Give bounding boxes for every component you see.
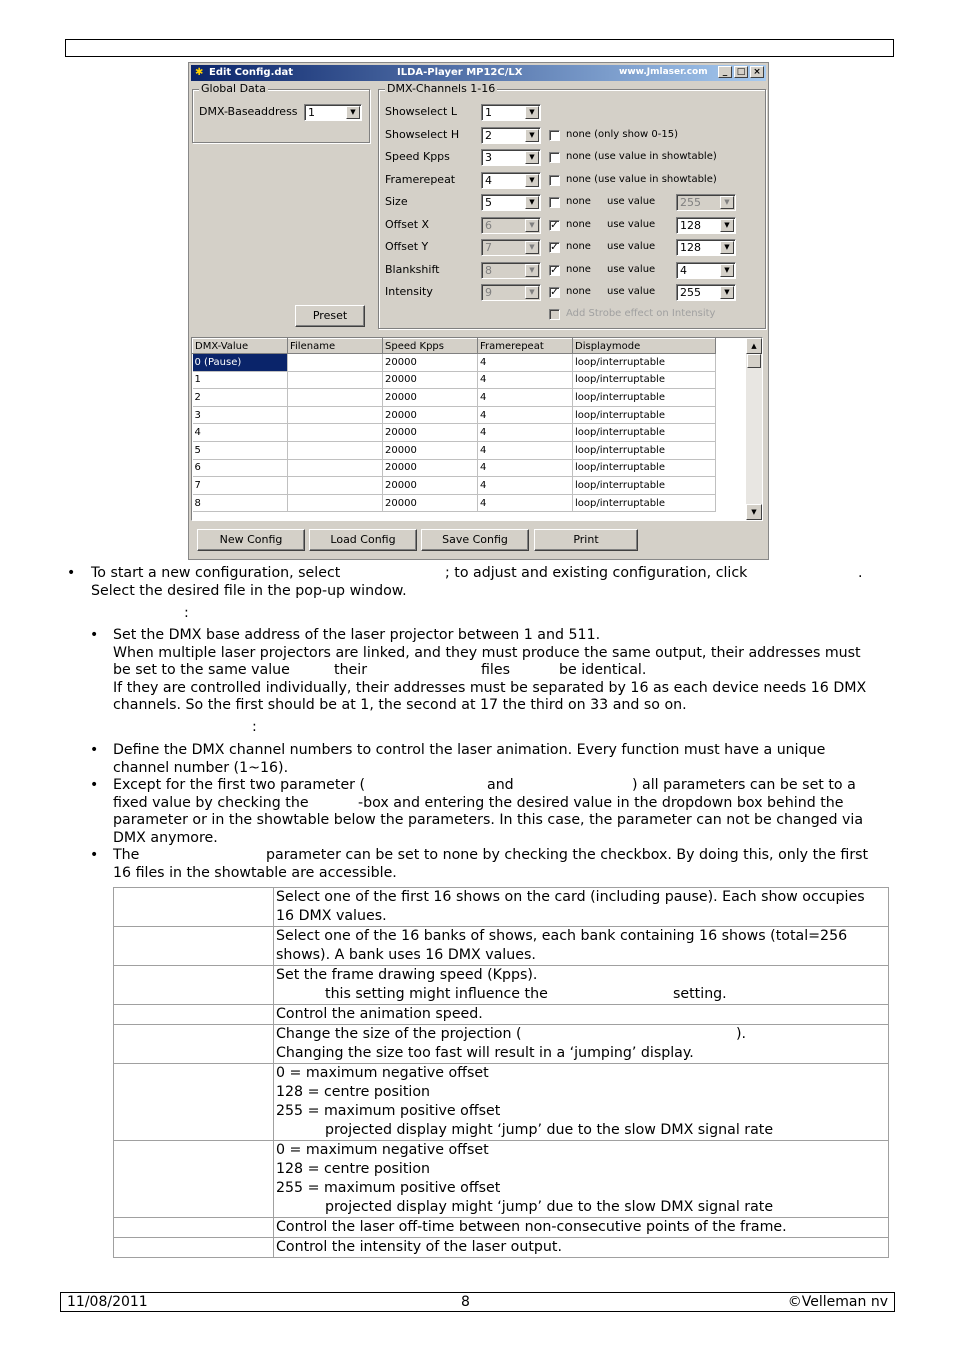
text-b1b: ; to adjust and existing configuration, click: [445, 565, 748, 581]
cell-line: ).: [736, 1026, 747, 1042]
channel-label: Offset Y: [385, 240, 429, 253]
chevron-down-icon: ▼: [720, 196, 734, 209]
grid-cell[interactable]: [288, 424, 383, 442]
load-config-button[interactable]: Load Config: [309, 529, 417, 551]
channel-value: 4: [485, 173, 492, 187]
table-row: [114, 1238, 889, 1258]
grid-cell[interactable]: loop/interruptable: [573, 441, 716, 459]
table-row: [114, 1064, 889, 1141]
grid-cell[interactable]: 4: [478, 459, 573, 477]
table-row: [114, 1025, 889, 1064]
none-label: none (use value in showtable): [566, 173, 717, 185]
app-url: www.Jmlaser.com: [619, 67, 708, 77]
chevron-down-icon: ▼: [525, 129, 539, 142]
cell-line: shows). A bank uses 16 DMX values.: [276, 947, 536, 963]
fixed-value: 128: [680, 218, 701, 232]
new-config-button[interactable]: New Config: [197, 529, 305, 551]
use-value-label: use value: [607, 241, 656, 252]
grid-cell[interactable]: [288, 371, 383, 389]
chevron-down-icon: ▼: [720, 286, 734, 299]
none-label: none: [566, 286, 591, 297]
table-row[interactable]: [193, 494, 716, 512]
table-row: [114, 966, 889, 1005]
channel-label: Framerepeat: [385, 172, 456, 186]
fixed-value: 128: [680, 241, 701, 254]
cell-line: Set the frame drawing speed (Kpps).: [276, 967, 538, 983]
fixed-value-combo[interactable]: [676, 284, 736, 301]
channel-combo[interactable]: [481, 239, 541, 256]
text-b1c: .: [858, 565, 863, 581]
cell-line: 255 = maximum positive offset: [276, 1180, 501, 1196]
table-row: [114, 888, 889, 927]
grid-cell[interactable]: 20000: [383, 459, 478, 477]
column-header[interactable]: Framerepeat: [478, 339, 573, 354]
text-s1l1: Set the DMX base address of the laser projector between 1 and 511.: [113, 627, 601, 643]
grid-cell[interactable]: 4: [478, 389, 573, 407]
channel-combo[interactable]: [481, 127, 541, 144]
grid-cell[interactable]: 1: [193, 371, 288, 389]
minimize-button[interactable]: _: [718, 66, 732, 78]
cell-line: 0 = maximum negative offset: [276, 1142, 489, 1158]
grid-cell[interactable]: 20000: [383, 389, 478, 407]
grid-cell[interactable]: [288, 406, 383, 424]
cell-line: projected display might ‘jump’ due to the slow DMX signal rate: [325, 1122, 774, 1138]
none-label: none: [566, 196, 591, 207]
text-s1l2: When multiple laser projectors are linked, and they must produce the same output, their addresses must: [113, 645, 861, 661]
grid-cell[interactable]: 4: [478, 371, 573, 389]
table-row: [114, 1141, 889, 1218]
chevron-down-icon: ▼: [525, 151, 539, 164]
cell-line: 128 = centre position: [276, 1161, 431, 1177]
fixed-value-combo[interactable]: [676, 217, 736, 234]
preset-button[interactable]: Preset: [295, 305, 365, 327]
column-header[interactable]: Displaymode: [573, 339, 716, 354]
fixed-value: 4: [680, 263, 687, 277]
vertical-scrollbar[interactable]: [746, 338, 762, 520]
grid-cell[interactable]: [288, 354, 383, 372]
text-s1l5: channels. So the first should be at 1, the second at 17 the third on 33 and so on.: [113, 697, 687, 713]
scroll-thumb[interactable]: [747, 354, 761, 368]
chevron-down-icon: ▼: [720, 241, 734, 254]
text-s4l1b: parameter can be set to none by checking the checkbox. By doing this, only the first: [266, 847, 869, 863]
colon-1: :: [184, 605, 189, 621]
grid-cell[interactable]: loop/interruptable: [573, 371, 716, 389]
table-row: [114, 1005, 889, 1025]
none-checkbox[interactable]: ✓: [550, 287, 559, 298]
fixed-value: 255: [680, 196, 701, 209]
chevron-down-icon: ▼: [720, 264, 734, 277]
bullet: •: [90, 627, 99, 643]
grid-cell[interactable]: 6: [193, 459, 288, 477]
table-row[interactable]: [193, 406, 716, 424]
text-b1a: To start a new configuration, select: [91, 565, 341, 581]
grid-cell[interactable]: 20000: [383, 424, 478, 442]
print-button[interactable]: Print: [534, 529, 638, 551]
dmx-channels-group: [378, 82, 766, 329]
channel-combo[interactable]: [481, 149, 541, 166]
text-s4l1a: The: [113, 847, 140, 863]
cell-line: Changing the size too fast will result in a ‘jumping’ display.: [276, 1045, 694, 1061]
text-s1l3b: their: [334, 662, 368, 678]
none-checkbox[interactable]: [549, 130, 560, 141]
scroll-up-icon[interactable]: ▲: [746, 338, 762, 354]
none-label: none: [566, 241, 591, 252]
app-title: ILDA-Player MP12C/LX: [397, 67, 523, 78]
dmx-baseaddress-value: 1: [308, 106, 315, 119]
cell-line: 16 DMX values.: [276, 908, 387, 924]
scroll-down-icon[interactable]: ▼: [746, 504, 762, 520]
channel-combo[interactable]: [481, 262, 541, 279]
grid-cell[interactable]: 0 (Pause): [193, 354, 288, 372]
table-row[interactable]: [193, 354, 716, 372]
grid-cell[interactable]: loop/interruptable: [573, 424, 716, 442]
channel-value: 6: [485, 218, 492, 232]
grid-cell[interactable]: loop/interruptable: [573, 459, 716, 477]
text-s2l2: channel number (1~16).: [113, 760, 289, 776]
none-label: none (only show 0-15): [566, 128, 678, 140]
grid-cell[interactable]: 20000: [383, 441, 478, 459]
none-checkbox[interactable]: ✓: [550, 219, 559, 231]
text-s2l1: Define the DMX channel numbers to control the laser animation. Every function must have a unique: [113, 742, 826, 758]
chevron-down-icon: ▼: [525, 106, 539, 119]
text-s4l2: 16 files in the showtable are accessible.: [113, 865, 397, 881]
grid-cell[interactable]: [288, 494, 383, 512]
cell-line: Select one of the 16 banks of shows, each bank containing 16 shows (total=256: [276, 928, 848, 944]
channel-label: Blankshift: [385, 262, 440, 276]
grid-cell[interactable]: 4: [478, 441, 573, 459]
title-bar: [191, 65, 766, 81]
chevron-down-icon: ▼: [525, 219, 539, 232]
edit-config-window: [188, 62, 769, 560]
table-row: [114, 927, 889, 966]
footer-page: 8: [461, 1294, 470, 1310]
table-row[interactable]: [193, 459, 716, 477]
use-value-label: use value: [607, 218, 656, 230]
none-label: none (use value in showtable): [566, 151, 717, 162]
grid-cell[interactable]: 20000: [383, 406, 478, 424]
cell-line: 0 = maximum negative offset: [276, 1065, 489, 1081]
table-row: [114, 1218, 889, 1238]
grid-cell[interactable]: 4: [478, 424, 573, 442]
grid-cell[interactable]: [288, 441, 383, 459]
global-data-group: [192, 82, 370, 143]
text-s3l4: DMX anymore.: [113, 830, 218, 846]
channel-value: 9: [485, 286, 492, 299]
cell-line: Control the intensity of the laser output.: [276, 1239, 562, 1255]
fixed-value-combo[interactable]: [676, 194, 736, 211]
cell-line: Change the size of the projection (: [276, 1026, 522, 1042]
page-footer: [60, 1292, 895, 1312]
text-s3l2a: fixed value by checking the: [113, 795, 309, 811]
channel-label: Speed Kpps: [385, 150, 450, 163]
colon-2: :: [252, 719, 257, 735]
channel-value: 5: [485, 196, 492, 209]
cell-line: 255 = maximum positive offset: [276, 1103, 501, 1119]
none-checkbox[interactable]: [549, 197, 560, 208]
table-row[interactable]: [193, 441, 716, 459]
none-label: none: [566, 218, 591, 230]
grid-cell[interactable]: 7: [193, 477, 288, 495]
dmx-baseaddress-label: DMX-Baseaddress: [199, 105, 298, 118]
none-checkbox[interactable]: ✓: [550, 264, 559, 276]
grid-cell[interactable]: 3: [193, 406, 288, 424]
text-s1l3d: be identical.: [559, 662, 647, 678]
channel-combo[interactable]: [481, 194, 541, 211]
channel-value: 7: [485, 241, 492, 254]
use-value-label: use value: [607, 286, 656, 297]
channel-combo[interactable]: [481, 172, 541, 189]
footer-copyright: ©Velleman nv: [787, 1294, 888, 1310]
grid-cell[interactable]: 4: [478, 406, 573, 424]
text-s3l1a: Except for the first two parameter (: [113, 777, 366, 793]
channel-combo[interactable]: [481, 104, 541, 121]
grid-cell[interactable]: 4: [478, 477, 573, 495]
bullet: •: [90, 742, 99, 758]
cell-line: Control the laser off-time between non-consecutive points of the frame.: [276, 1219, 787, 1235]
column-header[interactable]: Filename: [288, 339, 383, 354]
bullet: •: [90, 847, 99, 863]
chevron-down-icon: ▼: [525, 286, 539, 299]
chevron-down-icon: ▼: [525, 174, 539, 187]
use-value-label: use value: [607, 263, 656, 275]
grid-cell[interactable]: [288, 477, 383, 495]
chevron-down-icon: ▼: [720, 219, 734, 232]
grid-cell[interactable]: loop/interruptable: [573, 406, 716, 424]
grid-cell[interactable]: 4: [193, 424, 288, 442]
table-row[interactable]: [193, 424, 716, 442]
text-s1l3a: be set to the same value: [113, 662, 290, 678]
channel-label: Showselect H: [385, 127, 460, 141]
none-label: none: [566, 263, 591, 275]
grid-cell[interactable]: 5: [193, 441, 288, 459]
channel-combo[interactable]: [481, 284, 541, 301]
text-b1d: Select the desired file in the pop-up window.: [91, 583, 407, 599]
grid-cell[interactable]: [288, 459, 383, 477]
channel-label: Size: [385, 195, 408, 208]
grid-cell[interactable]: 4: [478, 354, 573, 372]
grid-cell[interactable]: loop/interruptable: [573, 494, 716, 512]
close-button[interactable]: ×: [750, 66, 764, 78]
cell-line: setting.: [673, 986, 727, 1002]
parameter-table: [113, 887, 889, 1258]
cell-line: projected display might ‘jump’ due to the slow DMX signal rate: [325, 1199, 774, 1215]
page-header-box: [65, 39, 894, 57]
cell-line: Select one of the first 16 shows on the card (including pause). Each show occupies: [276, 889, 865, 905]
grid-cell[interactable]: 20000: [383, 371, 478, 389]
fixed-value-combo[interactable]: [676, 239, 736, 256]
grid-cell[interactable]: 4: [478, 494, 573, 512]
none-checkbox[interactable]: [549, 175, 560, 186]
text-s3l1c: ) all parameters can be set to a: [632, 777, 856, 793]
footer-date: 11/08/2011: [67, 1294, 148, 1310]
strobe-checkbox[interactable]: [549, 309, 560, 320]
chevron-down-icon: ▼: [525, 196, 539, 209]
grid-cell[interactable]: 20000: [383, 354, 478, 372]
text-s1l4: If they are controlled individually, their addresses must be separated by 16 as each device needs 16 DMX: [113, 680, 867, 696]
cell-line: this setting might influence the: [325, 986, 548, 1002]
channel-value: 8: [485, 263, 492, 277]
maximize-button[interactable]: □: [734, 66, 748, 78]
grid-cell[interactable]: loop/interruptable: [573, 389, 716, 407]
save-config-button[interactable]: Save Config: [421, 529, 529, 551]
channel-label: Showselect L: [385, 105, 457, 118]
cell-line: Control the animation speed.: [276, 1006, 483, 1022]
chevron-down-icon: ▼: [525, 241, 539, 254]
channel-value: 1: [485, 106, 492, 119]
chevron-down-icon: ▼: [346, 106, 360, 119]
channel-label: Offset X: [385, 217, 430, 231]
global-data-label: Global Data: [201, 82, 266, 95]
grid-cell[interactable]: 20000: [383, 494, 478, 512]
cell-line: 128 = centre position: [276, 1084, 431, 1100]
grid-cell[interactable]: loop/interruptable: [573, 477, 716, 495]
grid-cell[interactable]: 8: [193, 494, 288, 512]
table-row[interactable]: [193, 477, 716, 495]
channel-combo[interactable]: [481, 217, 541, 234]
dmx-channels-label: DMX-Channels 1-16: [387, 82, 496, 95]
dmx-baseaddress-combo[interactable]: [304, 104, 362, 121]
column-header[interactable]: Speed Kpps: [383, 339, 478, 354]
showtable-grid[interactable]: [191, 337, 763, 521]
bullet: •: [90, 777, 99, 793]
channel-value: 2: [485, 128, 492, 142]
table-row[interactable]: [193, 389, 716, 407]
column-header[interactable]: DMX-Value: [193, 339, 288, 354]
text-s1l3c: files: [481, 662, 510, 678]
fixed-value-combo[interactable]: [676, 262, 736, 279]
text-s3l3: parameter or in the showtable below the parameters. In this case, the parameter can not be changed via: [113, 812, 864, 828]
channel-label: Intensity: [385, 285, 433, 298]
grid-cell[interactable]: loop/interruptable: [573, 354, 716, 372]
grid-cell[interactable]: 2: [193, 389, 288, 407]
none-checkbox[interactable]: ✓: [550, 242, 559, 253]
table-row[interactable]: [193, 371, 716, 389]
grid-cell[interactable]: [288, 389, 383, 407]
text-s3l1b: and: [487, 777, 514, 793]
window-title: Edit Config.dat: [209, 67, 294, 78]
bullet: •: [67, 565, 76, 581]
strobe-label: Add Strobe effect on Intensity: [566, 308, 716, 319]
none-checkbox[interactable]: [549, 152, 560, 163]
fixed-value: 255: [680, 286, 701, 299]
chevron-down-icon: ▼: [525, 264, 539, 277]
channel-value: 3: [485, 151, 492, 164]
app-icon: ✱: [195, 67, 204, 78]
use-value-label: use value: [607, 196, 656, 207]
text-s3l2b: -box and entering the desired value in the dropdown box behind the: [358, 795, 844, 811]
grid-cell[interactable]: 20000: [383, 477, 478, 495]
